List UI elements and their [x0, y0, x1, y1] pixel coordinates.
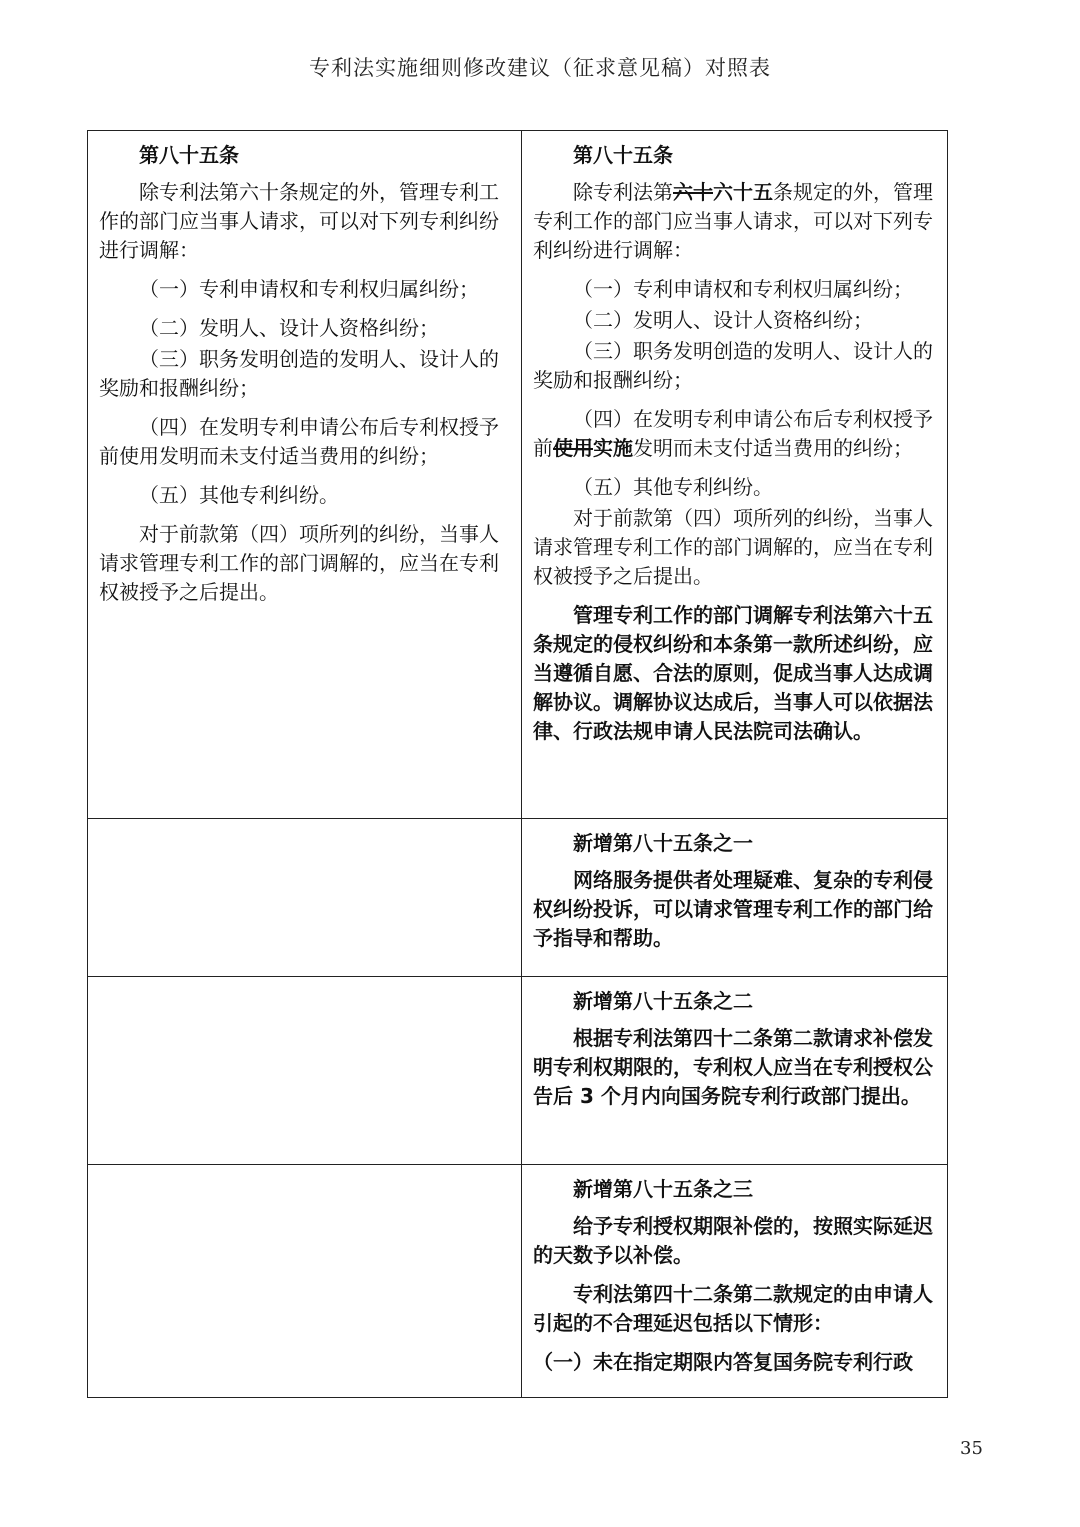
list-item: （四）在发明专利申请公布后专利权授予前使用发明而未支付适当费用的纠纷； — [99, 415, 499, 468]
article-heading: 新增第八十五条之一 — [573, 831, 753, 855]
text-segment: 发明而未支付适当费用的纠纷； — [633, 436, 913, 460]
article-heading: 第八十五条 — [573, 143, 673, 167]
original-text-cell — [88, 977, 522, 1165]
article-heading: 新增第八十五条之二 — [573, 989, 753, 1013]
new-paragraph: 管理专利工作的部门调解专利法第六十五条规定的侵权纠纷和本条第一款所述纠纷，应当遵循自愿、合法的原则，促成当事人达成调解协议。调解协议达成后，当事人可以依据法律、行政法规申请人民法院司法确认。 — [533, 603, 933, 743]
new-paragraph: 根据专利法第四十二条第二款请求补偿发明专利权期限的，专利权人应当在专利授权公告后 3 个月内向国务院专利行政部门提出。 — [533, 1026, 933, 1108]
article-paragraph — [533, 178, 937, 265]
original-text-cell — [88, 131, 522, 819]
comparison-table — [87, 130, 948, 1398]
list-item: （二）发明人、设计人资格纠纷； — [139, 316, 439, 340]
original-text-cell — [88, 1165, 522, 1398]
revised-text-cell — [522, 819, 948, 977]
revised-text-cell — [522, 131, 948, 819]
table-row — [88, 977, 948, 1165]
table-row — [88, 819, 948, 977]
list-item: （一）专利申请权和专利权归属纠纷； — [573, 277, 913, 301]
page-number: 35 — [960, 1438, 983, 1459]
article-paragraph: 除专利法第六十条规定的外，管理专利工作的部门应当事人请求，可以对下列专利纠纷进行调解： — [99, 180, 499, 262]
list-item: （五）其他专利纠纷。 — [139, 483, 339, 507]
list-item: （五）其他专利纠纷。 — [573, 475, 773, 499]
revised-text-cell — [522, 1165, 948, 1398]
article-heading: 第八十五条 — [139, 143, 239, 167]
page-header-title: 专利法实施细则修改建议（征求意见稿）对照表 — [309, 56, 771, 80]
inserted-text: 实施 — [593, 436, 633, 460]
list-item: （一）未在指定期限内答复国务院专利行政 — [533, 1350, 913, 1374]
deleted-text: 六十 — [673, 180, 713, 204]
revised-text-cell — [522, 977, 948, 1165]
text-segment: 除专利法第 — [573, 180, 673, 204]
article-paragraph: 对于前款第（四）项所列的纠纷，当事人请求管理专利工作的部门调解的，应当在专利权被授予之后提出。 — [99, 522, 499, 604]
table-row — [88, 1165, 948, 1398]
list-item: （三）职务发明创造的发明人、设计人的奖励和报酬纠纷； — [533, 339, 933, 392]
article-paragraph: 对于前款第（四）项所列的纠纷，当事人请求管理专利工作的部门调解的，应当在专利权被授予之后提出。 — [533, 506, 933, 588]
list-item: （一）专利申请权和专利权归属纠纷； — [139, 277, 479, 301]
deleted-text: 使用 — [553, 436, 593, 460]
inserted-text: 六十五 — [713, 180, 773, 204]
list-item — [533, 405, 937, 463]
list-item: （三）职务发明创造的发明人、设计人的奖励和报酬纠纷； — [99, 347, 499, 400]
text-segment: 条规定的外，管理专利工作的部门应当事人请求，可以对下列专利纠纷进行调解： — [533, 180, 933, 262]
new-paragraph: 给予专利授权期限补偿的，按照实际延迟的天数予以补偿。 — [533, 1214, 933, 1267]
article-heading: 新增第八十五条之三 — [573, 1177, 753, 1201]
text-segment: （四）在发明专利申请公布后专利权授予前 — [533, 407, 933, 460]
original-text-cell — [88, 819, 522, 977]
list-item: （二）发明人、设计人资格纠纷； — [573, 308, 873, 332]
new-paragraph: 专利法第四十二条第二款规定的由申请人引起的不合理延迟包括以下情形： — [533, 1282, 933, 1335]
table-row — [88, 131, 948, 819]
new-paragraph: 网络服务提供者处理疑难、复杂的专利侵权纠纷投诉，可以请求管理专利工作的部门给予指导和帮助。 — [533, 868, 933, 950]
